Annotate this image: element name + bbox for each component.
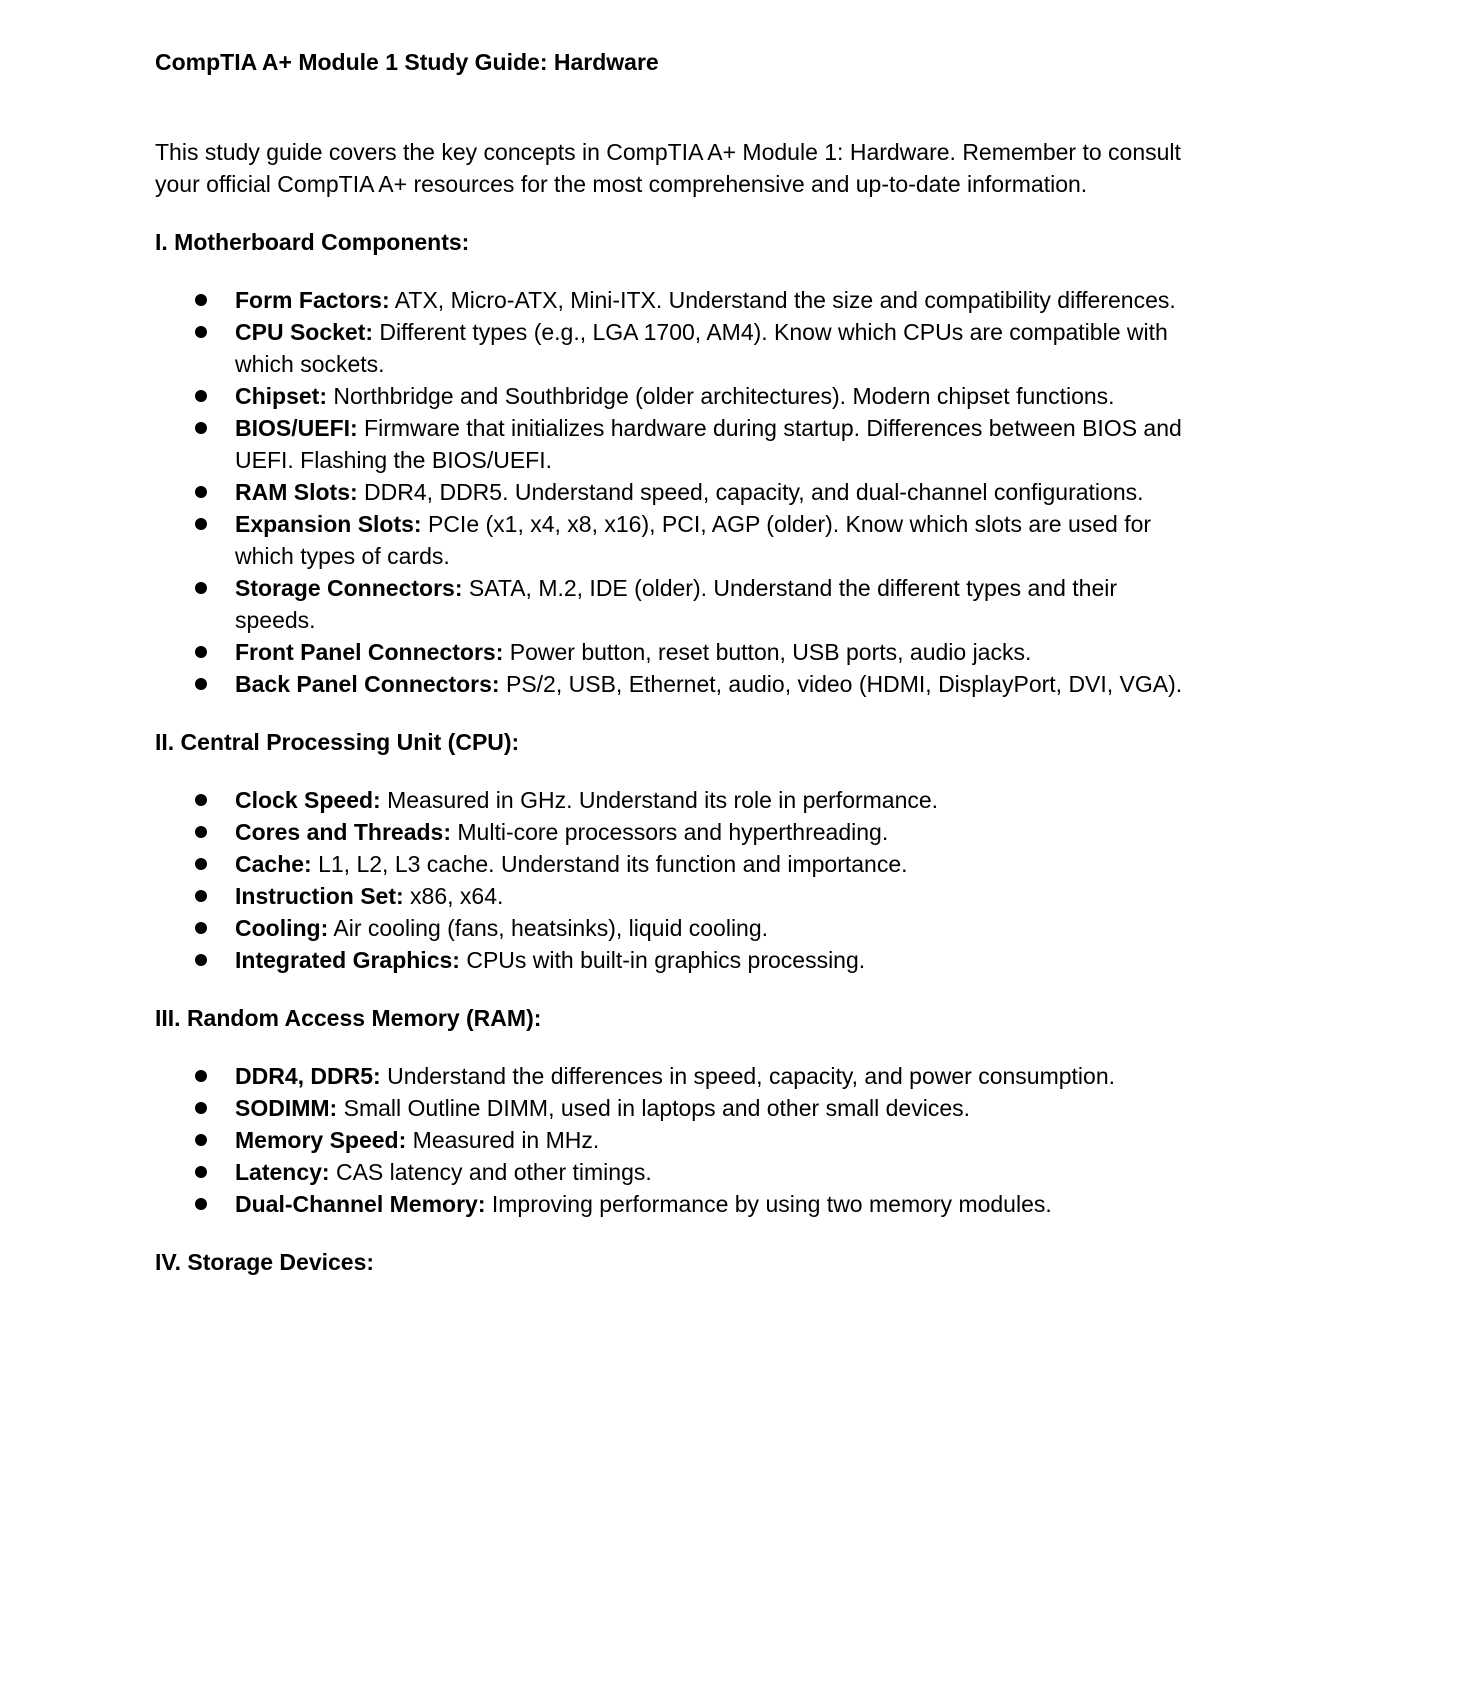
list-item: [235, 784, 1195, 816]
list-item: [235, 668, 1195, 700]
section-heading: II. Central Processing Unit (CPU):: [155, 729, 520, 755]
document-title: CompTIA A+ Module 1 Study Guide: Hardware: [155, 49, 659, 75]
bullet-icon: [195, 476, 209, 508]
item-term: Latency:: [235, 1159, 330, 1185]
bullet-icon: [195, 1124, 209, 1156]
section-storage-devices: [155, 1246, 1195, 1278]
item-term: Front Panel Connectors:: [235, 639, 504, 665]
bullet-list: [155, 284, 1195, 700]
item-term: Dual-Channel Memory:: [235, 1191, 486, 1217]
item-term: CPU Socket:: [235, 319, 374, 345]
list-item: [235, 944, 1195, 976]
item-text: ATX, Micro-ATX, Mini-ITX. Understand the size and compatibility differences.: [389, 287, 1176, 313]
item-text: Different types (e.g., LGA 1700, AM4). Know which CPUs are compatible with which sockets.: [235, 319, 1168, 377]
item-term: Clock Speed:: [235, 787, 381, 813]
item-text: PS/2, USB, Ethernet, audio, video (HDMI, DisplayPort, DVI, VGA).: [499, 671, 1183, 697]
bullet-icon: [195, 816, 209, 848]
bullet-icon: [195, 944, 209, 976]
list-item: [235, 412, 1195, 476]
item-text: CAS latency and other timings.: [329, 1159, 652, 1185]
intro-paragraph: This study guide covers the key concepts in CompTIA A+ Module 1: Hardware. Remember to consult your official CompTIA A+ resources for the most comprehensive and up-to-date information.: [155, 139, 1181, 197]
bullet-icon: [195, 636, 209, 668]
item-term: Memory Speed:: [235, 1127, 407, 1153]
bullet-list: [155, 784, 1195, 976]
item-text: x86, x64.: [403, 883, 504, 909]
item-text: Small Outline DIMM, used in laptops and other small devices.: [337, 1095, 970, 1121]
list-item: [235, 1092, 1195, 1124]
item-term: SODIMM:: [235, 1095, 338, 1121]
item-term: Chipset:: [235, 383, 327, 409]
bullet-icon: [195, 508, 209, 540]
list-item: [235, 880, 1195, 912]
item-text: Improving performance by using two memory modules.: [485, 1191, 1052, 1217]
item-term: Back Panel Connectors:: [235, 671, 500, 697]
item-text: Air cooling (fans, heatsinks), liquid cooling.: [328, 915, 769, 941]
list-item: [235, 636, 1195, 668]
item-term: Storage Connectors:: [235, 575, 463, 601]
section-cpu: [155, 726, 1195, 976]
list-item: [235, 1060, 1195, 1092]
list-item: [235, 316, 1195, 380]
list-item: [235, 1188, 1195, 1220]
item-text: Understand the differences in speed, capacity, and power consumption.: [380, 1063, 1116, 1089]
list-item: [235, 1124, 1195, 1156]
list-item: [235, 848, 1195, 880]
bullet-icon: [195, 316, 209, 348]
bullet-icon: [195, 412, 209, 444]
item-term: DDR4, DDR5:: [235, 1063, 381, 1089]
item-term: RAM Slots:: [235, 479, 358, 505]
bullet-icon: [195, 1156, 209, 1188]
bullet-icon: [195, 668, 209, 700]
item-text: Measured in MHz.: [406, 1127, 600, 1153]
bullet-icon: [195, 848, 209, 880]
list-item: [235, 476, 1195, 508]
bullet-icon: [195, 880, 209, 912]
bullet-icon: [195, 1060, 209, 1092]
item-text: PCIe (x1, x4, x8, x16), PCI, AGP (older). Know which slots are used for which types of cards.: [235, 511, 1152, 569]
item-text: Power button, reset button, USB ports, audio jacks.: [503, 639, 1032, 665]
item-text: DDR4, DDR5. Understand speed, capacity, and dual-channel configurations.: [357, 479, 1144, 505]
list-item: [235, 912, 1195, 944]
item-term: Cores and Threads:: [235, 819, 451, 845]
list-item: [235, 284, 1195, 316]
section-heading: I. Motherboard Components:: [155, 229, 470, 255]
bullet-icon: [195, 1092, 209, 1124]
section-heading: IV. Storage Devices:: [155, 1249, 375, 1275]
section-heading: III. Random Access Memory (RAM):: [155, 1005, 542, 1031]
item-term: Cooling:: [235, 915, 329, 941]
list-item: [235, 1156, 1195, 1188]
list-item: [235, 508, 1195, 572]
list-item: [235, 572, 1195, 636]
item-text: SATA, M.2, IDE (older). Understand the different types and their speeds.: [235, 575, 1118, 633]
item-text: Multi-core processors and hyperthreading.: [451, 819, 889, 845]
bullet-icon: [195, 1188, 209, 1220]
bullet-icon: [195, 284, 209, 316]
item-term: Instruction Set:: [235, 883, 404, 909]
item-text: CPUs with built-in graphics processing.: [459, 947, 866, 973]
item-text: Firmware that initializes hardware during startup. Differences between BIOS and UEFI. Flashing the BIOS/UEFI.: [235, 415, 1182, 473]
item-term: Form Factors:: [235, 287, 390, 313]
item-text: Northbridge and Southbridge (older architectures). Modern chipset functions.: [327, 383, 1115, 409]
bullet-icon: [195, 784, 209, 816]
item-term: Integrated Graphics:: [235, 947, 460, 973]
list-item: [235, 380, 1195, 412]
item-term: Expansion Slots:: [235, 511, 422, 537]
item-term: BIOS/UEFI:: [235, 415, 358, 441]
bullet-icon: [195, 380, 209, 412]
item-text: Measured in GHz. Understand its role in performance.: [380, 787, 939, 813]
section-ram: [155, 1002, 1195, 1220]
section-motherboard-components: [155, 226, 1195, 700]
bullet-icon: [195, 572, 209, 604]
list-item: [235, 816, 1195, 848]
item-text: L1, L2, L3 cache. Understand its function and importance.: [311, 851, 908, 877]
bullet-list: [155, 1060, 1195, 1220]
item-term: Cache:: [235, 851, 312, 877]
bullet-icon: [195, 912, 209, 944]
